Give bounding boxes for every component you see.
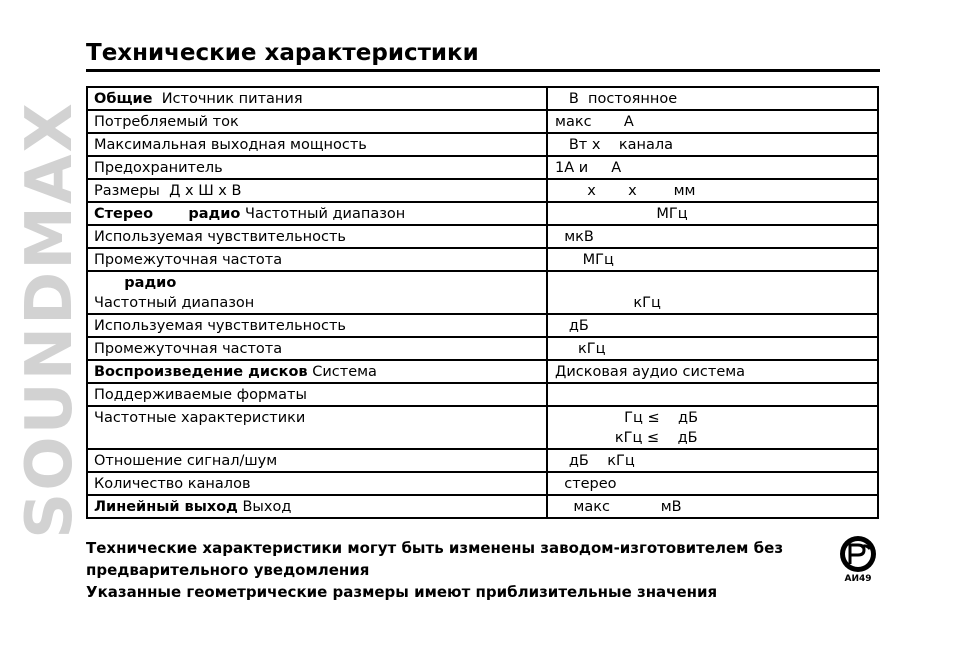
table-row (87, 156, 878, 179)
table-row (87, 449, 878, 472)
row-value: стерео (547, 472, 878, 495)
row-value: кГц (547, 271, 878, 314)
row-value: кГц (547, 337, 878, 360)
section-label: Стерео радио (94, 206, 241, 222)
row-value: дБ кГц (547, 449, 878, 472)
row-label: Количество каналов (87, 472, 547, 495)
row-label: Размеры Д х Ш х В (87, 179, 547, 202)
rst-seal-icon (836, 534, 880, 574)
row-label: Максимальная выходная мощность (87, 133, 547, 156)
table-row (87, 271, 878, 314)
row-value: В постоянное (547, 87, 878, 110)
row-label: Система (307, 364, 377, 380)
row-value: МГц (547, 202, 878, 225)
row-value: дБ (547, 314, 878, 337)
table-row (87, 225, 878, 248)
specs-table (86, 86, 879, 519)
brand-logo-vertical: SOUNDMAX (13, 101, 87, 539)
row-value (547, 383, 878, 406)
page-title: Технические характеристики (86, 40, 479, 66)
section-label: Воспроизведение дисков (94, 364, 308, 380)
table-row (87, 202, 878, 225)
table-row (87, 87, 878, 110)
table-row (87, 337, 878, 360)
footer-note: предварительного уведомления (86, 561, 370, 579)
row-label: Промежуточная частота (87, 337, 547, 360)
row-label: Выход (237, 499, 292, 515)
table-row (87, 495, 878, 518)
table-row (87, 472, 878, 495)
table-row (87, 179, 878, 202)
row-value: Дисковая аудио система (547, 360, 878, 383)
row-value: МГц (547, 248, 878, 271)
section-label: Линейный выход (94, 499, 238, 515)
section-label: Общие (94, 91, 153, 107)
row-label: Частотный диапазон (240, 206, 406, 222)
row-label: Источник питания (152, 91, 303, 107)
row-value: макс А (547, 110, 878, 133)
row-value: Гц ≤ дБ (555, 410, 699, 426)
row-value: 1А и А (547, 156, 878, 179)
row-value: кГц ≤ дБ (555, 430, 698, 446)
row-label: Частотный диапазон (94, 295, 255, 311)
row-label: Частотные характеристики (87, 406, 547, 449)
table-row (87, 110, 878, 133)
row-label: Используемая чувствительность (87, 314, 547, 337)
section-label: радио (94, 275, 177, 291)
row-label: Поддерживаемые форматы (87, 383, 547, 406)
title-rule (86, 69, 880, 72)
row-label: Отношение сигнал/шум (87, 449, 547, 472)
footer-note: Технические характеристики могут быть изменены заводом-изготовителем без (86, 539, 784, 557)
table-row (87, 383, 878, 406)
row-label: Предохранитель (87, 156, 547, 179)
row-value: х х мм (547, 179, 878, 202)
table-row (87, 248, 878, 271)
table-row (87, 314, 878, 337)
row-label: Потребляемый ток (87, 110, 547, 133)
table-row (87, 360, 878, 383)
row-label: Используемая чувствительность (87, 225, 547, 248)
certification-seal (836, 534, 880, 588)
row-label: Промежуточная частота (87, 248, 547, 271)
row-value: Вт х канала (547, 133, 878, 156)
footer-note: Указанные геометрические размеры имеют приблизительные значения (86, 583, 718, 601)
row-value: мкВ (547, 225, 878, 248)
row-value: макс мВ (547, 495, 878, 518)
table-row (87, 133, 878, 156)
table-row (87, 406, 878, 449)
footer-notes (86, 537, 783, 603)
seal-code: АИ49 (844, 574, 872, 584)
